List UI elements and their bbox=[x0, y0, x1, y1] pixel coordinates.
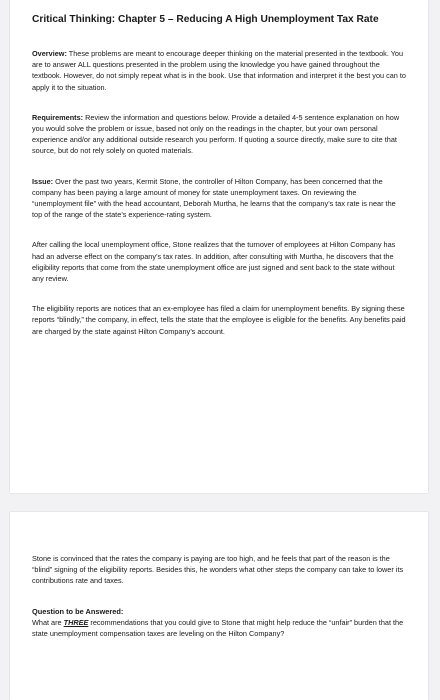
document-title: Critical Thinking: Chapter 5 – Reducing A High Unemployment Tax Rate bbox=[32, 14, 379, 25]
question-emphasis: THREE bbox=[63, 617, 89, 627]
eligibility-reports-paragraph: The eligibility reports are notices that an ex-employee has filed a claim for unemployment benefits. By signing these reports “blindly,” the company, in effect, tells the state that the employee is eligible for the benefits. Any benefits paid are charged by the state against Hilton Company’s account. bbox=[32, 304, 406, 336]
issue-text: Over the past two years, Kermit Stone, the controller of Hilton Company, has been concerned that the company has been paying a large amount of money for state unemployment taxes. On reviewing the “unemployment file” with the head accountant, Deborah Murtha, he learns that the company’s tax rate is near the top of the range of the state’s experience-rating system. bbox=[32, 176, 396, 220]
unemployment-office-paragraph: After calling the local unemployment office, Stone realizes that the turnover of employees at Hilton Company has had an adverse effect on the company’s tax rates. In addition, after consulting with Murtha, he discovers that the eligibility reports that come from the state unemployment office are just signed and sent back to the state without any review. bbox=[32, 240, 396, 284]
question-heading: Question to be Answered: bbox=[32, 606, 124, 616]
requirements-label: Requirements: bbox=[32, 112, 84, 122]
issue-paragraph bbox=[32, 176, 406, 221]
requirements-paragraph bbox=[32, 112, 406, 157]
overview-label: Overview: bbox=[32, 49, 67, 58]
overview-paragraph bbox=[32, 48, 406, 93]
overview-text: These problems are meant to encourage deeper thinking on the material presented in the textbook. You are to answer ALL questions presented in the problem using the knowledge you have gained throughout the textbook. However, do not simply repeat what is in the book. Use that information and interpret it the best you can to apply it to the situation. bbox=[32, 49, 406, 92]
requirements-text: Review the information and questions below. Provide a detailed 4-5 sentence explanation on how you would solve the problem or issue, based not only on the readings in the chapter, but your own personal experience and/or any additional outside research you perform. If quoting a source directly, make sure to cite that source, but do not rely solely on quoted materials. bbox=[32, 112, 400, 156]
stone-convinced-paragraph: Stone is convinced that the rates the company is paying are too high, and he feels that part of the reason is the “blind” signing of the eligibility reports. Besides this, he wonders what other steps the company can take to lower its contributions rate and taxes. bbox=[32, 554, 404, 586]
question-text-after: recommendations that you could give to Stone that might help reduce the “unfair” burden that the state unemployment compensation taxes are leveling on the Hilton Company? bbox=[32, 617, 404, 639]
issue-label: Issue: bbox=[32, 176, 54, 186]
question-text bbox=[32, 617, 406, 639]
question-text-before: What are bbox=[32, 617, 64, 627]
document-page-1 bbox=[10, 0, 428, 493]
document-page-2 bbox=[10, 512, 428, 700]
